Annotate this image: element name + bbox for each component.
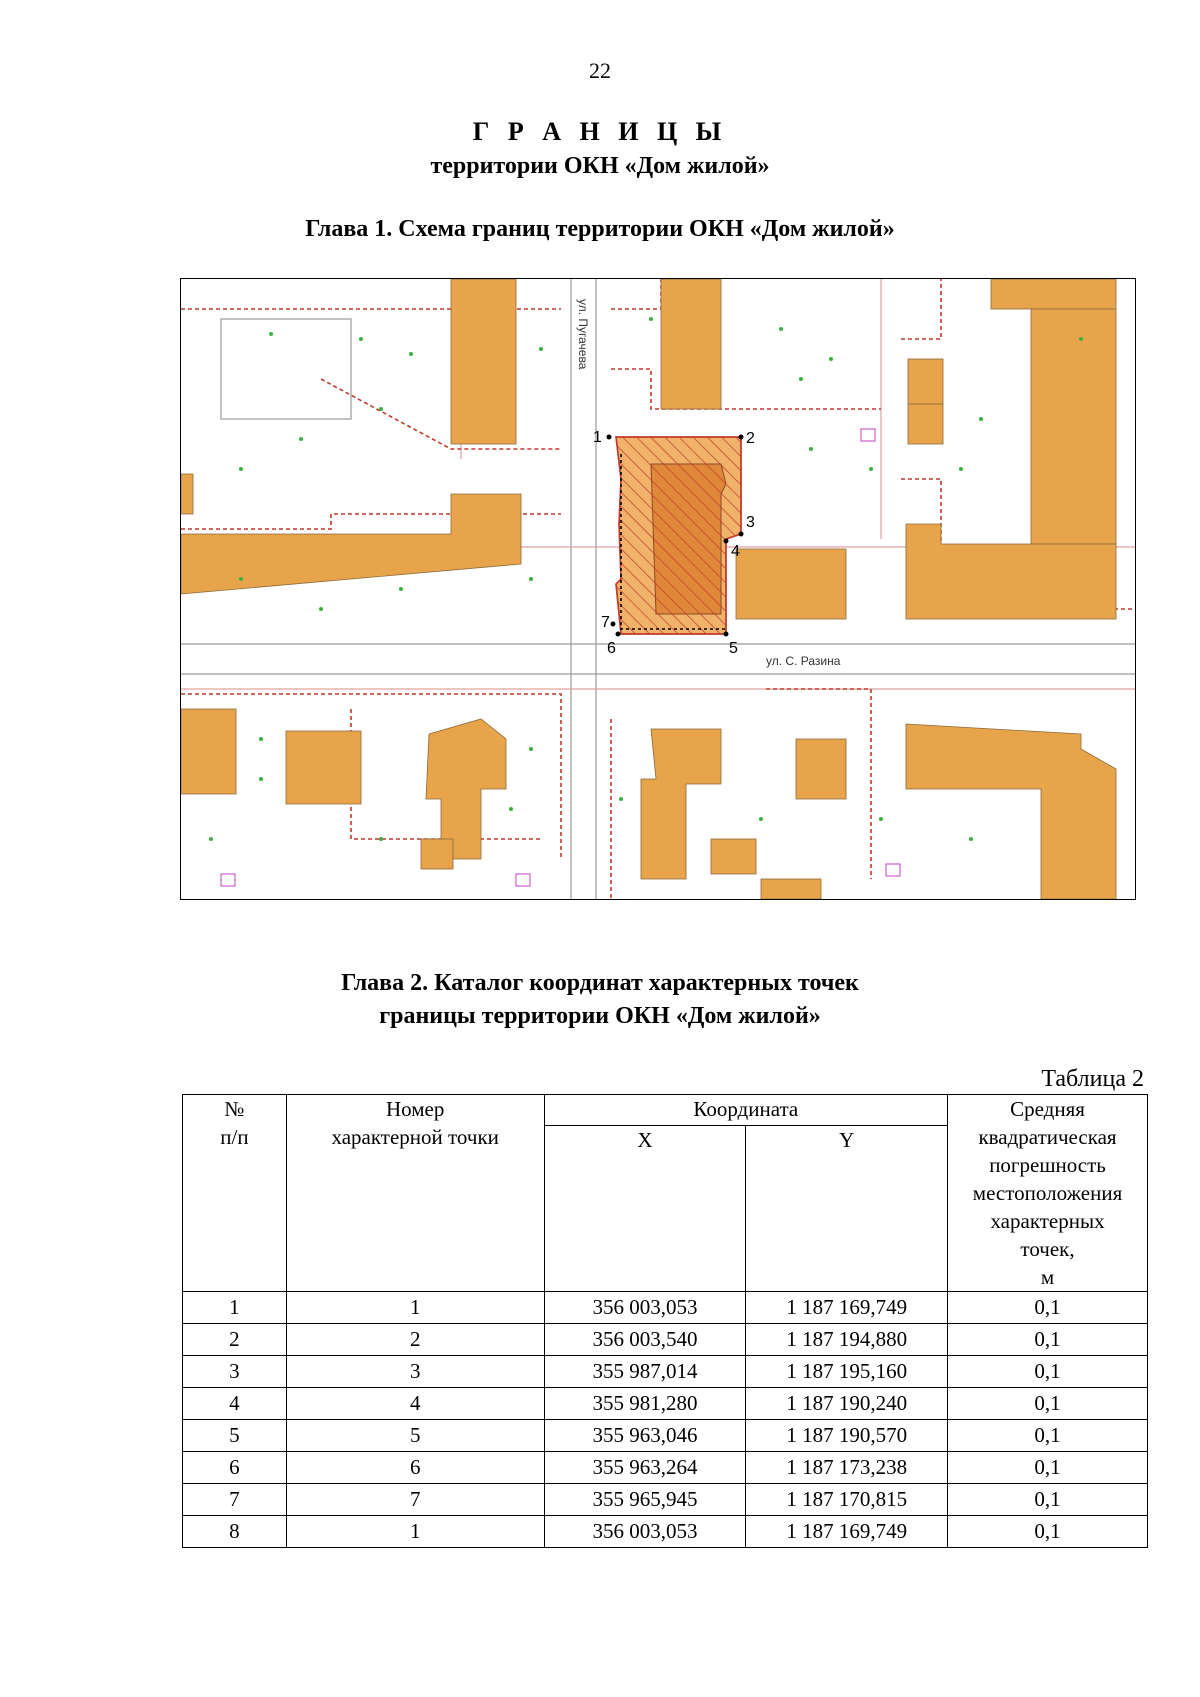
map-svg (181, 279, 1135, 899)
chapter-2-line-2: границы территории ОКН «Дом жилой» (379, 1003, 821, 1029)
point-label-6: 6 (607, 640, 616, 657)
okn-territory (616, 437, 741, 634)
point-6-marker (616, 632, 621, 637)
point-label-1: 1 (593, 429, 602, 446)
chapter-2-heading (0, 967, 1200, 1033)
table-caption: Таблица 2 (1041, 1066, 1144, 1092)
street-label-pugacheva: ул. Пугачева (576, 299, 590, 370)
table-row: 4 4 355 981,280 1 187 190,240 0,1 (183, 1388, 1148, 1420)
point-7-marker (611, 622, 616, 627)
header-num: № п/п (183, 1095, 287, 1292)
coordinates-table (182, 1094, 1148, 1548)
point-label-3: 3 (746, 514, 755, 531)
table-row: 5 5 355 963,046 1 187 190,570 0,1 (183, 1420, 1148, 1452)
table-row: 8 1 356 003,053 1 187 169,749 0,1 (183, 1516, 1148, 1548)
point-3-marker (739, 532, 744, 537)
point-4-marker (724, 539, 729, 544)
chapter-1-heading: Глава 1. Схема границ территории ОКН «Дом жилой» (305, 216, 895, 242)
point-label-4: 4 (731, 543, 740, 560)
point-label-5: 5 (729, 640, 738, 657)
boundary-map (180, 278, 1136, 900)
header-coordinate: Координата (544, 1095, 948, 1126)
street-label-razina: ул. С. Разина (766, 654, 841, 668)
table-row: 2 2 356 003,540 1 187 194,880 0,1 (183, 1324, 1148, 1356)
point-label-7: 7 (601, 614, 610, 631)
point-label-2: 2 (746, 430, 755, 447)
document-title: Г Р А Н И Ц Ы (472, 117, 728, 146)
header-x: X (544, 1126, 746, 1292)
header-error: Средняя квадратическая погрешность местоположения характерных точек, м (948, 1095, 1148, 1292)
table-row: 6 6 355 963,264 1 187 173,238 0,1 (183, 1452, 1148, 1484)
point-1-marker (607, 435, 612, 440)
chapter-2-line-1: Глава 2. Каталог координат характерных точек (341, 970, 859, 996)
table-row: 1 1 356 003,053 1 187 169,749 0,1 (183, 1292, 1148, 1324)
document-subtitle: территории ОКН «Дом жилой» (430, 153, 770, 179)
table-row: 3 3 355 987,014 1 187 195,160 0,1 (183, 1356, 1148, 1388)
header-point: Номер характерной точки (286, 1095, 544, 1292)
table-row: 7 7 355 965,945 1 187 170,815 0,1 (183, 1484, 1148, 1516)
point-5-marker (724, 632, 729, 637)
point-2-marker (739, 435, 744, 440)
header-y: Y (746, 1126, 948, 1292)
page-number: 22 (589, 58, 611, 83)
